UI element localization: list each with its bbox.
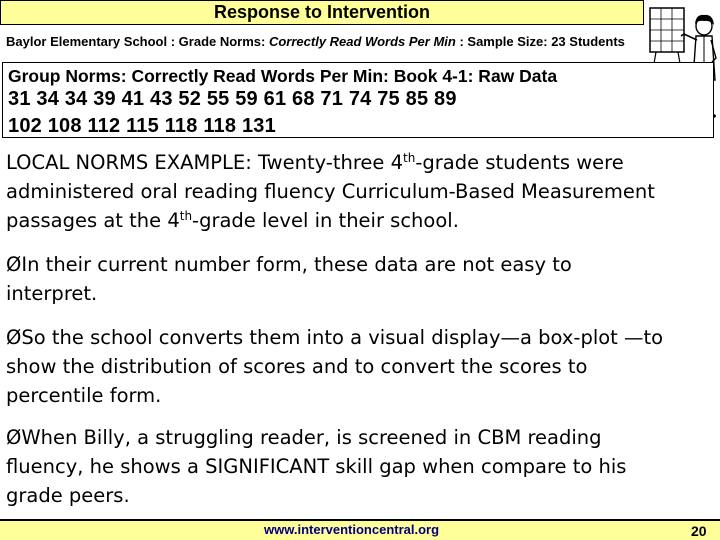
bullet-text: When Billy, a struggling reader, is screened in CBM reading fluency, he shows a SIGNIFICANT skill gap when compare to his grade peers.: [6, 426, 627, 507]
slide-title-banner: [0, 0, 644, 25]
bullet-text: In their current number form, these data are not easy to interpret.: [6, 253, 572, 305]
intro-paragraph: [6, 148, 666, 235]
raw-scores-line-1: 31 34 34 39 41 43 52 55 59 61 68 71 74 75 85 89: [8, 88, 457, 110]
arrow-bullet-icon: Ø: [6, 326, 22, 349]
raw-scores-line-2: 102 108 112 115 118 118 131: [8, 115, 276, 137]
norms-heading: Group Norms: Correctly Read Words Per Min: Book 4-1: Raw Data: [8, 66, 558, 86]
intro-sup-1: th: [403, 151, 416, 165]
bullet-text: So the school converts them into a visual display—a box-plot —to show the distribution of scores and to convert the scores to percentile form.: [6, 326, 664, 407]
bullet-item: [6, 250, 666, 308]
bullet-item: [6, 423, 666, 510]
footer-link[interactable]: www.interventioncentral.org: [264, 522, 440, 537]
subtitle-suffix: : Sample Size: 23 Students: [455, 34, 625, 49]
group-norms-box: [2, 62, 714, 138]
slide-subtitle: [6, 34, 686, 49]
footer-bar: [0, 519, 720, 540]
subtitle-measure: Correctly Read Words Per Min: [268, 34, 456, 49]
intro-text-1: LOCAL NORMS EXAMPLE: Twenty-three 4: [6, 151, 404, 174]
arrow-bullet-icon: Ø: [6, 426, 22, 449]
intro-text-3: -grade level in their school.: [192, 209, 459, 232]
arrow-bullet-icon: Ø: [6, 253, 22, 276]
bullet-item: [6, 323, 666, 410]
intro-sup-2: th: [179, 209, 193, 223]
subtitle-prefix: Baylor Elementary School : Grade Norms:: [6, 34, 269, 49]
intro-text-2: -grade students were administered oral reading fluency Curriculum-Based Measurement passages at the 4: [6, 151, 655, 232]
page-number: 20: [691, 523, 707, 539]
slide-title: Response to Intervention: [213, 2, 431, 22]
